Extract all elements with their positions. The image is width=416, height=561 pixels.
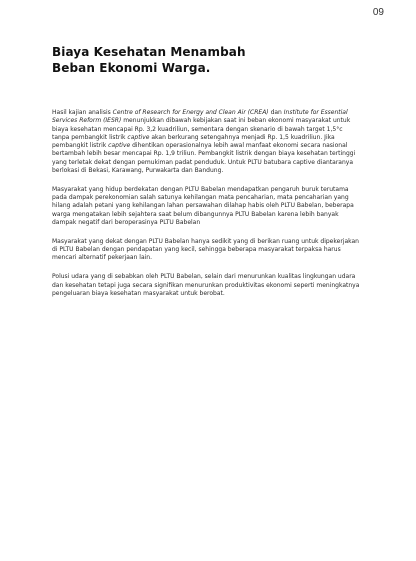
page-title bbox=[52, 44, 360, 76]
paragraph-1-text: Hasil kajian analisis bbox=[52, 109, 113, 116]
iesr-name: Institute for Essential Services Reform (IESR) bbox=[52, 109, 348, 125]
article-body bbox=[52, 109, 360, 298]
paragraph-4: Polusi udara yang di sebabkan oleh PLTU Babelan, selain dari menurunkan kualitas lingkungan udara dan kesehatan tetapi juga secara signifikan menurunkan produktivitas ekonomi seperti meningkatnya pengeluaran biaya kesehatan masyarakat untuk berobat. bbox=[52, 273, 360, 297]
title-line-1: Biaya Kesehatan Menambah bbox=[52, 45, 246, 59]
page-number: 09 bbox=[372, 7, 384, 18]
title-line-2: Beban Ekonomi Warga. bbox=[52, 61, 211, 75]
paragraph-1-text: menunjukkan dibawah kebijakan saat ini beban ekonomi masyarakat untuk biaya kesehatan mencapai Rp. 3,2 kuadriliun, sementara dengan skenario di bawah target 1,5°c tanpa pembangkit listrik bbox=[52, 117, 351, 141]
crea-name: Centre of Research for Energy and Clean Air (CREA) bbox=[112, 109, 269, 116]
paragraph-2: Masyarakat yang hidup berdekatan dengan PLTU Babelan mendapatkan pengaruh buruk terutama pada dampak perekonomian salah satunya kehilangan mata pencaharian, mata pencaharian yang hilang adalah petani yang kehilangan lahan persawahan dilahap habis oleh PLTU Babelan, beberapa warga mengatakan lebih sejahtera saat belum dibangunnya PLTU Babelan karena lebih banyak dampak negatif dari beroperasinya PLTU Babelan bbox=[52, 185, 354, 227]
captive-term: captive bbox=[127, 133, 150, 141]
captive-term: captive bbox=[108, 142, 131, 150]
paragraph-1-text: akan berkurang setengahnya menjadi Rp. 1,5 kuadriliun. Jika pembangkit listrik bbox=[52, 133, 335, 150]
paragraph-1-text: dihentikan operasionalnya lebih awal manfaat ekonomi secara nasional bertambah lebih besar mencapai Rp. 1,9 triliun. Pembangkit listrik dengan biaya kesehatan tertinggi yang terletak dekat dengan pemukiman padat penduduk. Untuk PLTU batubara captive diantaranya berlokasi di Bekasi, Karawang, Purwakarta dan Bandung. bbox=[52, 142, 356, 175]
paragraph-1 bbox=[52, 109, 360, 175]
paragraph-3: Masyarakat yang dekat dengan PLTU Babelan hanya sedikit yang di berikan ruang untuk dipekerjakan di PLTU Babelan dengan pendapatan yang kecil, sehingga beberapa masyarakat terpaksa harus mencari alternatif pekerjaan lain. bbox=[52, 237, 359, 262]
article bbox=[52, 44, 360, 309]
paragraph-1-text: dan bbox=[268, 109, 284, 116]
